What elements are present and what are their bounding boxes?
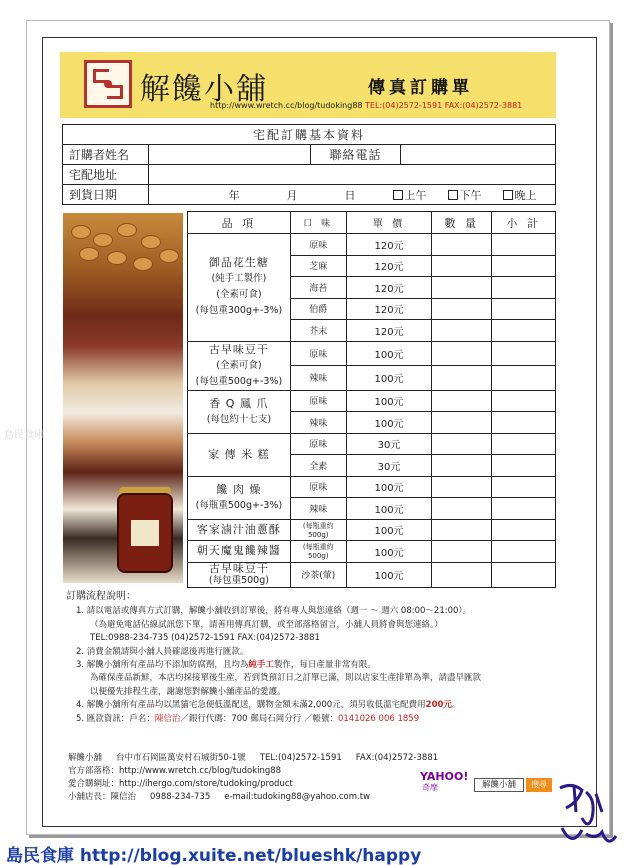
subtotal-cell[interactable]: [492, 519, 556, 541]
flavor-cell: 原味: [290, 476, 346, 498]
am-label: 上午: [404, 188, 427, 202]
name-label: 訂購者姓名: [63, 145, 149, 165]
price-cell: 100元: [346, 541, 432, 563]
subtotal-cell[interactable]: [492, 298, 556, 320]
address-field[interactable]: [149, 165, 556, 185]
owner-phone: 0988-234-735: [150, 792, 211, 802]
yahoo-search-box[interactable]: 解饞小舖: [474, 778, 524, 792]
qty-cell[interactable]: [432, 255, 492, 277]
process-step-2: 2. 消費金額請與小舖人員確認後再進行匯款。: [76, 646, 249, 657]
pm-label: 下午: [459, 188, 482, 202]
product-cell: 饞 肉 燥 (每瓶重500g+-3%): [188, 476, 291, 519]
flavor-cell: 原味: [290, 341, 346, 366]
col-qty: 數 量: [432, 212, 492, 234]
footer-tel: TEL:(04)2572-1591: [259, 753, 342, 763]
order-process: [66, 590, 546, 726]
address-label: 宅配地址: [63, 165, 149, 185]
col-price: 單 價: [346, 212, 432, 234]
month-label: 月: [286, 188, 298, 202]
owner-email[interactable]: e-mail:tudoking88@yahoo.com.tw: [224, 792, 371, 802]
product-cell: 家 傳 米 糕: [188, 433, 291, 476]
col-subtotal: 小 計: [492, 212, 556, 234]
evening-checkbox[interactable]: [503, 190, 513, 200]
table-row: [188, 519, 556, 541]
subtotal-cell[interactable]: [492, 541, 556, 563]
footer-fax: FAX:(04)2572-3881: [355, 753, 439, 763]
product-cell: 御品花生糖 (純手工製作) (全素可食) (每包重300g+-3%): [188, 234, 291, 342]
subtotal-cell[interactable]: [492, 476, 556, 498]
qty-cell[interactable]: [432, 476, 492, 498]
price-cell: 100元: [346, 412, 432, 434]
blog-url[interactable]: http://www.wretch.cc/blog/tudoking88: [119, 766, 282, 776]
flavor-cell: (每瓶重約500g): [290, 519, 346, 541]
product-cell: 朝天魔鬼饞辣醬: [188, 541, 291, 563]
date-field[interactable]: [149, 185, 556, 205]
price-cell: 100元: [346, 366, 432, 391]
price-cell: 30元: [346, 455, 432, 477]
price-cell: 100元: [346, 476, 432, 498]
qty-cell[interactable]: [432, 390, 492, 412]
process-step-1-contact: TEL:0988-234-735 (04)2572-1591 FAX:(04)2572-3881: [90, 633, 320, 644]
subtotal-cell[interactable]: [492, 455, 556, 477]
flavor-cell: 伯爵: [290, 298, 346, 320]
subtotal-cell[interactable]: [492, 320, 556, 342]
flavor-cell: 原味: [290, 433, 346, 455]
table-row: [188, 433, 556, 455]
qty-cell[interactable]: [432, 277, 492, 299]
footer-address: 台中市石岡區萬安村石城街50-1號: [116, 753, 246, 763]
flavor-cell: 原味: [290, 390, 346, 412]
product-menu-table: [187, 211, 556, 588]
product-photo: [63, 213, 183, 583]
product-cell: 客家滷汁油蔥酥: [188, 519, 291, 541]
product-cell: 古早味豆干 (每包重500g): [188, 562, 291, 587]
yahoo-logo: YAHOO!: [420, 770, 469, 783]
process-step-3-line2: 為確保產品新鮮，本店均採接單後生產，若到貨預訂日之訂單已滿，則以店家生產排單為準，請盡早匯款: [90, 673, 482, 684]
flavor-cell: 全素: [290, 455, 346, 477]
table-row: [188, 390, 556, 412]
header-fax: FAX:(04)2572-3881: [444, 101, 523, 110]
footer-shop: 解饞小舖: [68, 753, 103, 763]
price-cell: 30元: [346, 433, 432, 455]
process-step-1-note: （為避免電話佔線試訊您下單，請善用傳真訂購，或至部落格留言，小舖人員將會與您連絡。）: [90, 619, 443, 630]
price-cell: 120元: [346, 320, 432, 342]
signature-icon: [552, 778, 622, 858]
handmade-highlight: 純手工: [248, 660, 274, 671]
price-cell: 120元: [346, 234, 432, 256]
price-cell: 120元: [346, 277, 432, 299]
qty-cell[interactable]: [432, 562, 492, 587]
account-name: 陳信治: [154, 713, 181, 724]
flavor-cell: 沙茶(葷): [290, 562, 346, 587]
shop-name: 解饞小舖: [140, 72, 268, 107]
subtotal-cell[interactable]: [492, 366, 556, 391]
bottom-watermark: 島民食庫 http://blog.xuite.net/blueshk/happy: [6, 846, 422, 865]
qty-cell[interactable]: [432, 541, 492, 563]
qty-cell[interactable]: [432, 412, 492, 434]
price-cell: 100元: [346, 498, 432, 520]
qty-cell[interactable]: [432, 433, 492, 455]
yahoo-sub: 奇摩: [422, 783, 438, 792]
date-label: 到貨日期: [63, 185, 149, 205]
price-cell: 100元: [346, 341, 432, 366]
store-label: 愛合購網址：: [68, 779, 120, 789]
subtotal-cell[interactable]: [492, 277, 556, 299]
shipping-fee-highlight: 200元: [425, 700, 452, 711]
product-cell: 香 Q 鳳 爪 (每包約十七支): [188, 390, 291, 433]
process-title: 訂購流程說明：: [66, 591, 136, 602]
subtotal-cell[interactable]: [492, 562, 556, 587]
table-row: [188, 541, 556, 563]
table-row: [188, 341, 556, 366]
price-cell: 100元: [346, 562, 432, 587]
yahoo-search-badge: [420, 770, 550, 796]
flavor-cell: 辣味: [290, 498, 346, 520]
header-tel: TEL:(04)2572-1591: [365, 101, 443, 110]
header-contact: [210, 101, 522, 110]
subtotal-cell[interactable]: [492, 412, 556, 434]
phone-label: 聯絡電話: [311, 145, 401, 165]
blog-label: 官方部落格：: [68, 766, 120, 776]
qty-cell[interactable]: [432, 234, 492, 256]
name-field[interactable]: [149, 145, 311, 165]
qty-cell[interactable]: [432, 498, 492, 520]
process-step-3: 3. 解饞小舖所有產品均不添加防腐劑，且均為純手工製作，每日產量非常有限。: [76, 660, 376, 671]
day-label: 日: [344, 188, 356, 202]
form-title: 傳真訂購單: [368, 78, 473, 98]
subtotal-cell[interactable]: [492, 234, 556, 256]
flavor-cell: 辣味: [290, 366, 346, 391]
col-flavor: 口 味: [290, 212, 346, 234]
pm-checkbox[interactable]: [448, 190, 458, 200]
flavor-cell: 原味: [290, 234, 346, 256]
table-row: [188, 234, 556, 256]
price-cell: 100元: [346, 519, 432, 541]
account-number: 0141026 006 1859: [337, 713, 420, 724]
flavor-cell: (每瓶重約500g): [290, 541, 346, 563]
qty-cell[interactable]: [432, 341, 492, 366]
evening-label: 晚上: [514, 188, 537, 202]
subtotal-cell[interactable]: [492, 433, 556, 455]
phone-field[interactable]: [401, 145, 556, 165]
year-label: 年: [228, 188, 240, 202]
subtotal-cell[interactable]: [492, 341, 556, 366]
yahoo-search-button[interactable]: 搜尋: [526, 778, 552, 792]
process-step-3-line3: 以便優先排程生產，謝謝您對解饞小舖產品的愛護。: [90, 686, 286, 697]
process-step-1: 1. 請以電話或傳真方式訂購，解饞小舖收到訂單後，將有專人與您連絡（週一 ～ 週六 08:00～21:00）。: [76, 606, 472, 617]
process-step-4: 4. 解饞小舖所有產品均以黑貓宅急便低溫配送，購物金額未滿2,000元，須另收低溫宅配費用200元。: [76, 700, 461, 711]
flavor-cell: 海苔: [290, 277, 346, 299]
side-watermark: 島民食庫: [4, 430, 44, 441]
price-cell: 120元: [346, 298, 432, 320]
subtotal-cell[interactable]: [492, 390, 556, 412]
col-product: 品 項: [188, 212, 291, 234]
customer-info-table: [62, 124, 556, 205]
qty-cell[interactable]: [432, 320, 492, 342]
qty-cell[interactable]: [432, 366, 492, 391]
am-checkbox[interactable]: [393, 190, 403, 200]
subtotal-cell[interactable]: [492, 255, 556, 277]
flavor-cell: 芝麻: [290, 255, 346, 277]
table-row: [188, 476, 556, 498]
flavor-cell: 辣味: [290, 412, 346, 434]
qty-cell[interactable]: [432, 455, 492, 477]
shop-logo: [84, 60, 132, 108]
info-heading: 宅配訂購基本資料: [63, 125, 556, 145]
owner-label: 小舖店長：陳信治: [68, 792, 137, 802]
product-cell: 古早味豆干 (全素可食) (每包重500g+-3%): [188, 341, 291, 390]
process-step-5: 5. 匯款資訊：戶名：陳信治／銀行代碼：700 郵局石岡分行 ／帳號：0141026 006 1859: [76, 713, 420, 724]
header-website: http://www.wretch.cc/blog/tudoking88: [210, 101, 363, 110]
price-cell: 120元: [346, 255, 432, 277]
price-cell: 100元: [346, 390, 432, 412]
qty-cell[interactable]: [432, 298, 492, 320]
subtotal-cell[interactable]: [492, 498, 556, 520]
store-url[interactable]: http://ihergo.com/store/tudoking/product: [119, 779, 293, 789]
flavor-cell: 芥末: [290, 320, 346, 342]
qty-cell[interactable]: [432, 519, 492, 541]
table-row: [188, 562, 556, 587]
